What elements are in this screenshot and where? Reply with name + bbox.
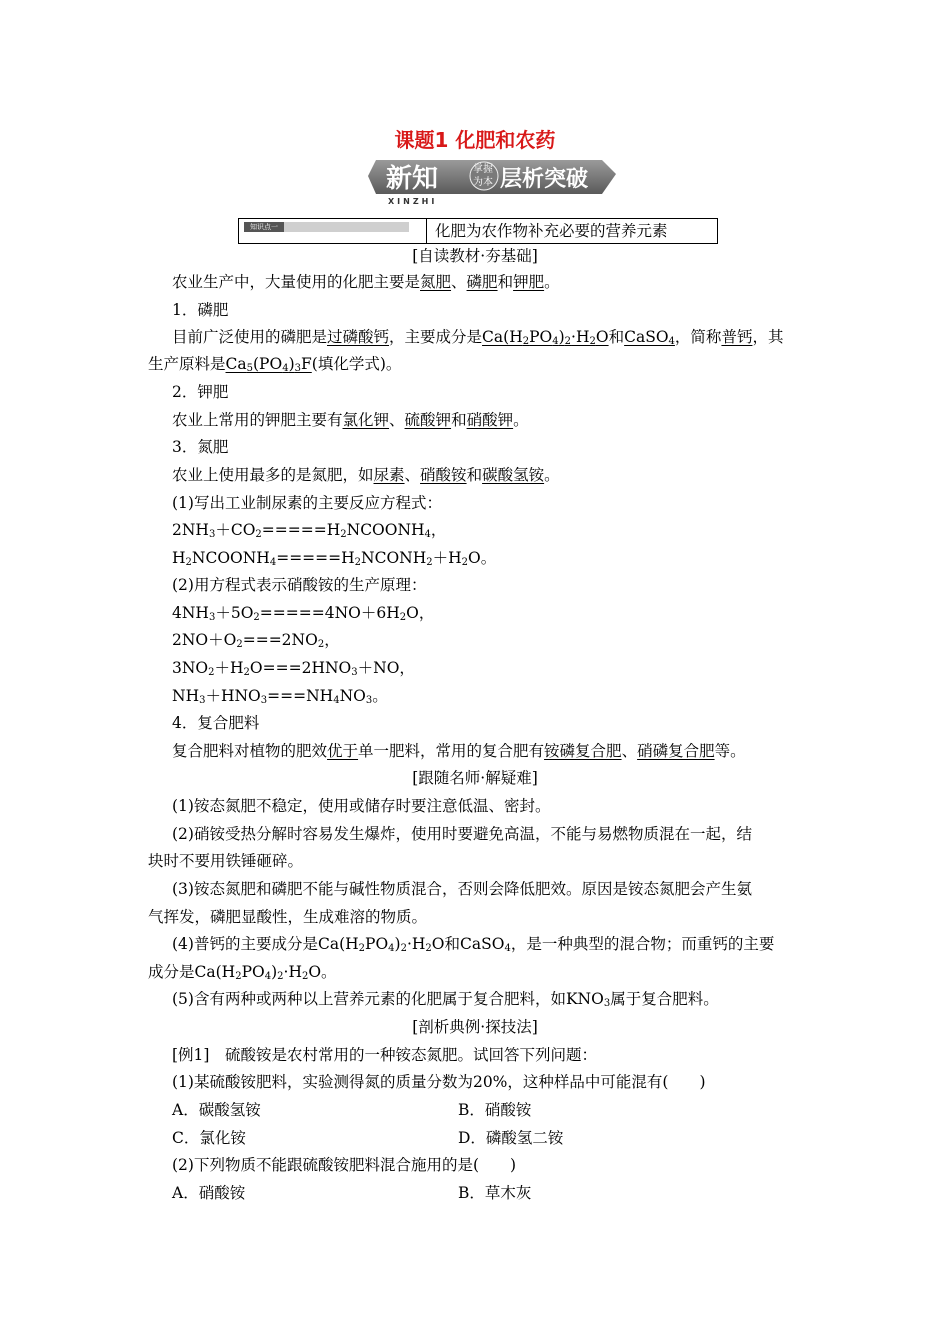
example-1-question-2: (2)下列物质不能跟硫酸铵肥料混合施用的是( ) bbox=[172, 1156, 517, 1174]
equation-2: $H_2NCOONH_4=====H_2NCONH_2+H_2O$。 bbox=[172, 549, 497, 568]
equation-4: $2NO+O_2===2NO_2$， bbox=[172, 631, 340, 650]
knowledge-bar bbox=[284, 222, 409, 232]
formula: $Ca(H_2PO_4)_2\cdot H_2O$和CaSO$_4$ bbox=[317, 935, 511, 954]
question-urea: (1)写出工业制尿素的主要反应方程式： bbox=[172, 494, 442, 512]
page-title: 课题1 化肥和农药 bbox=[394, 128, 556, 152]
text: 和 bbox=[466, 466, 483, 484]
note-4-line2 bbox=[148, 961, 337, 983]
text: 。 bbox=[513, 411, 529, 429]
text: 。 bbox=[544, 273, 560, 291]
intro-paragraph bbox=[172, 271, 560, 293]
option-a-2: A．硝酸铵 bbox=[172, 1184, 246, 1202]
text: 和 bbox=[608, 328, 625, 346]
answer: 过磷酸钙 bbox=[327, 328, 390, 346]
box-divider bbox=[426, 219, 427, 243]
text: (4)普钙的主要成分是 bbox=[172, 935, 318, 953]
example-1-question-1: (1)某硫酸铵肥料，实验测得氮的质量分数为20%，这种样品中可能混有( ) bbox=[172, 1073, 706, 1091]
option-d: D．磷酸氢二铵 bbox=[458, 1129, 564, 1147]
answer: 硝磷复合肥 bbox=[637, 742, 715, 760]
note-5 bbox=[172, 988, 719, 1010]
option-c: C．氯化铵 bbox=[172, 1129, 246, 1147]
text: 生产原料是 bbox=[148, 355, 226, 373]
option-b-2: B．草木灰 bbox=[458, 1184, 532, 1202]
text: 。 bbox=[544, 466, 560, 484]
xinzhi-banner bbox=[366, 158, 622, 206]
text: ，是一种典型的混合物；而重钙的主要 bbox=[510, 935, 775, 953]
section-heading-3: [剖析典例·探技法] bbox=[412, 1018, 538, 1036]
text: ，主要成分是 bbox=[389, 328, 483, 346]
formula: $KNO_3$ bbox=[565, 990, 611, 1009]
text: 目前广泛使用的磷肥是 bbox=[172, 328, 328, 346]
text: 、 bbox=[404, 466, 421, 484]
text: 、 bbox=[451, 273, 467, 291]
text: 农业生产中，大量使用的化肥主要是 bbox=[172, 273, 421, 291]
banner-graphic bbox=[366, 158, 622, 206]
text: 农业上常用的钾肥主要有 bbox=[172, 411, 343, 429]
heading-compound: 4．复合肥料 bbox=[172, 714, 260, 732]
knowledge-point-box bbox=[238, 218, 718, 244]
knowledge-heading: 化肥为农作物补充必要的营养元素 bbox=[435, 222, 668, 240]
phosphate-paragraph-line2 bbox=[148, 353, 401, 375]
nitrogen-paragraph bbox=[172, 464, 560, 486]
answer: 优于 bbox=[327, 742, 359, 760]
answer-formula: CaSO$_4$ bbox=[624, 328, 675, 347]
answer: 磷肥 bbox=[466, 273, 498, 291]
option-a: A．碳酸氢铵 bbox=[172, 1101, 261, 1119]
heading-phosphate: 1．磷肥 bbox=[172, 301, 229, 319]
text: 成分是 bbox=[148, 963, 195, 981]
answer: 碳酸氢铵 bbox=[482, 466, 545, 484]
potash-paragraph bbox=[172, 409, 529, 431]
equation-6: $NH_3+HNO_3===NH_4NO_3$。 bbox=[172, 687, 388, 706]
banner-big2: 层析突破 bbox=[500, 167, 589, 192]
text: 、 bbox=[621, 742, 638, 760]
section-heading-1: [自读教材·夯基础] bbox=[412, 247, 538, 265]
text: 和 bbox=[497, 273, 514, 291]
answer: 普钙 bbox=[721, 328, 753, 346]
note-4-line1 bbox=[172, 933, 774, 955]
text: 单一肥料，常用的复合肥有 bbox=[358, 742, 545, 760]
compound-paragraph bbox=[172, 740, 746, 762]
section-heading-2: [跟随名师·解疑难] bbox=[412, 769, 538, 787]
text: 等。 bbox=[714, 742, 746, 760]
answer: 硝酸钾 bbox=[466, 411, 514, 429]
equation-1: $2NH_3+CO_2=====H_2NCOONH_4$， bbox=[172, 521, 447, 540]
answer: 铵磷复合肥 bbox=[544, 742, 622, 760]
answer-formula: $Ca_5(PO_4)_3F$ bbox=[225, 355, 312, 374]
text: (填化学式)。 bbox=[311, 355, 402, 373]
answer: 氮肥 bbox=[420, 273, 452, 291]
note-2-line2: 块时不要用铁锤砸碎。 bbox=[148, 852, 304, 870]
text: 属于复合肥料。 bbox=[610, 990, 719, 1008]
banner-pinyin: XINZHI bbox=[388, 197, 438, 206]
answer: 氯化钾 bbox=[342, 411, 390, 429]
question-ammonium-nitrate: (2)用方程式表示硝酸铵的生产原理： bbox=[172, 576, 427, 594]
note-1: (1)铵态氮肥不稳定，使用或储存时要注意低温、密封。 bbox=[172, 797, 551, 815]
answer-formula: $Ca(H_2PO_4)_2\cdot H_2O$ bbox=[482, 328, 609, 347]
note-3-line2: 气挥发，磷肥显酸性，生成难溶的物质。 bbox=[148, 908, 428, 926]
text: 农业上使用最多的是氮肥，如 bbox=[172, 466, 374, 484]
text: (5)含有两种或两种以上营养元素的化肥属于复合肥料，如 bbox=[172, 990, 566, 1008]
note-2-line1: (2)硝铵受热分解时容易发生爆炸，使用时要避免高温，不能与易燃物质混在一起，结 bbox=[172, 825, 752, 843]
answer: 钾肥 bbox=[513, 273, 545, 291]
answer: 硝酸铵 bbox=[420, 466, 467, 484]
text: 复合肥料对植物的肥效 bbox=[172, 742, 328, 760]
equation-3: $4NH_3+5O_2=====4NO+6H_2O$， bbox=[172, 604, 435, 623]
banner-small-top: 掌握 bbox=[473, 164, 493, 175]
heading-nitrogen: 3．氮肥 bbox=[172, 438, 229, 456]
text: ，简称 bbox=[674, 328, 722, 346]
example-1: [例1] 硫酸铵是农村常用的一种铵态氮肥。试回答下列问题： bbox=[172, 1046, 597, 1064]
text: 和 bbox=[451, 411, 467, 429]
knowledge-tag: 知识点一 bbox=[244, 222, 284, 232]
equation-5: $3NO_2+H_2O===2HNO_3+NO$， bbox=[172, 659, 415, 678]
text: ，其 bbox=[752, 328, 784, 346]
phosphate-paragraph-line1 bbox=[172, 326, 783, 348]
formula: $Ca(H_2PO_4)_2\cdot H_2O$。 bbox=[194, 963, 337, 982]
answer: 硫酸钾 bbox=[404, 411, 452, 429]
note-3-line1: (3)铵态氮肥和磷肥不能与碱性物质混合，否则会降低肥效。原因是铵态氮肥会产生氨 bbox=[172, 880, 752, 898]
option-b: B．硝酸铵 bbox=[458, 1101, 532, 1119]
text: 、 bbox=[389, 411, 405, 429]
heading-potash: 2．钾肥 bbox=[172, 383, 229, 401]
banner-big1: 新知 bbox=[386, 164, 439, 194]
answer: 尿素 bbox=[373, 466, 405, 484]
banner-small-bot: 为本 bbox=[473, 177, 493, 188]
